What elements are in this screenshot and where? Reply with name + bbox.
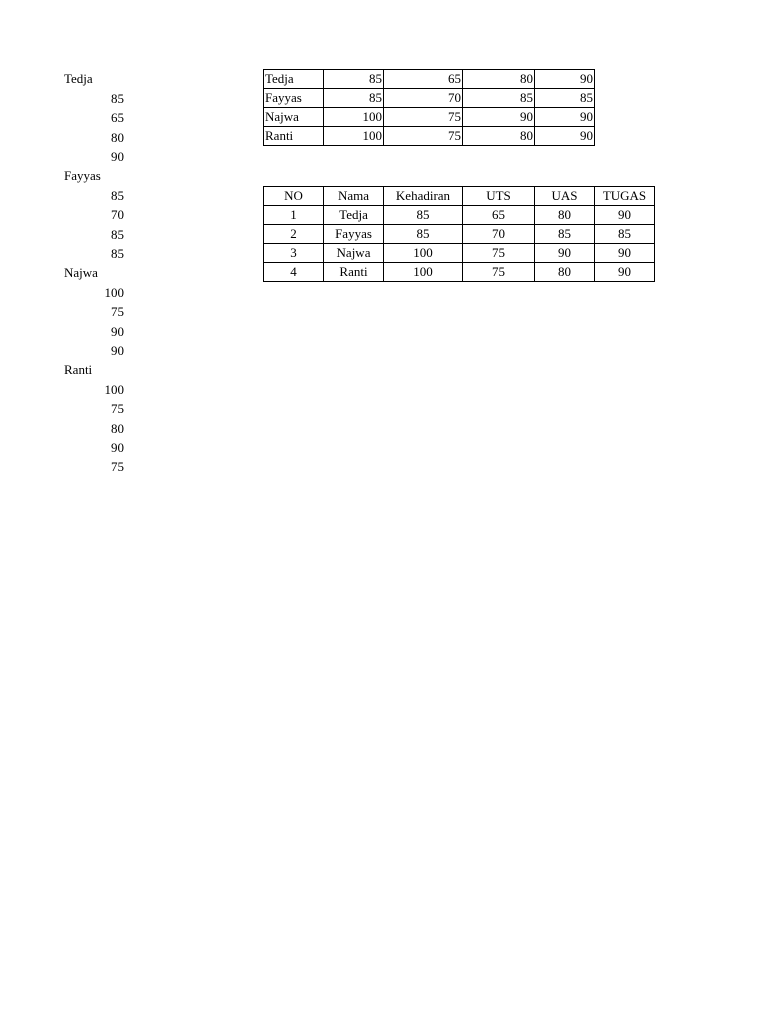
table-cell: 90	[535, 70, 595, 89]
list-value: 90	[111, 324, 124, 339]
table-cell: 65	[463, 206, 535, 225]
table-cell: 85	[463, 89, 535, 108]
column-header-uas: UAS	[535, 187, 595, 206]
table-row	[264, 108, 595, 127]
column-header-nama: Nama	[324, 187, 384, 206]
list-name-tedja: Tedja	[64, 71, 93, 86]
table-cell: 85	[535, 89, 595, 108]
table-cell: 75	[463, 263, 535, 282]
list-value: 90	[111, 440, 124, 455]
table-cell: Ranti	[324, 263, 384, 282]
table-cell: 65	[384, 70, 463, 89]
list-value: 85	[111, 91, 124, 106]
table-cell: 100	[384, 263, 463, 282]
table-cell: 90	[535, 244, 595, 263]
table-cell: 90	[535, 127, 595, 146]
list-value: 90	[111, 343, 124, 358]
list-value: 75	[111, 401, 124, 416]
table-cell: 80	[535, 206, 595, 225]
list-value: 75	[111, 304, 124, 319]
list-value: 85	[111, 246, 124, 261]
grade-table	[263, 186, 655, 282]
table-cell: Ranti	[264, 127, 324, 146]
table-cell: 85	[324, 70, 384, 89]
list-name-fayyas: Fayyas	[64, 168, 101, 183]
column-header-no: NO	[264, 187, 324, 206]
list-value: 80	[111, 130, 124, 145]
table-cell: Fayyas	[264, 89, 324, 108]
table-header-row	[264, 187, 655, 206]
table-row	[264, 225, 655, 244]
table-cell: 90	[595, 263, 655, 282]
list-value: 80	[111, 421, 124, 436]
list-value: 65	[111, 110, 124, 125]
table-row	[264, 206, 655, 225]
table-cell: 100	[324, 127, 384, 146]
column-header-tugas: TUGAS	[595, 187, 655, 206]
list-name-najwa: Najwa	[64, 265, 98, 280]
list-value: 100	[104, 382, 124, 397]
table-cell: 100	[384, 244, 463, 263]
table-row	[264, 89, 595, 108]
raw-scores-table	[263, 69, 595, 146]
table-cell: Najwa	[264, 108, 324, 127]
table-cell: 2	[264, 225, 324, 244]
column-header-uts: UTS	[463, 187, 535, 206]
list-value: 85	[111, 188, 124, 203]
table-cell: 90	[595, 206, 655, 225]
table-cell: 75	[384, 108, 463, 127]
table-cell: 85	[535, 225, 595, 244]
table-cell: 75	[384, 127, 463, 146]
table-cell: 85	[384, 206, 463, 225]
table-cell: 75	[463, 244, 535, 263]
table-cell: 1	[264, 206, 324, 225]
table-cell: 80	[535, 263, 595, 282]
table-row	[264, 70, 595, 89]
table-cell: 90	[463, 108, 535, 127]
table-row	[264, 127, 595, 146]
table-cell: 85	[384, 225, 463, 244]
list-value: 85	[111, 227, 124, 242]
list-value: 90	[111, 149, 124, 164]
list-value: 70	[111, 207, 124, 222]
table-cell: Najwa	[324, 244, 384, 263]
table-cell: 85	[595, 225, 655, 244]
table-cell: 90	[595, 244, 655, 263]
table-cell: 70	[384, 89, 463, 108]
table-cell: 80	[463, 70, 535, 89]
list-value: 100	[104, 285, 124, 300]
table-cell: Fayyas	[324, 225, 384, 244]
table-cell: 85	[324, 89, 384, 108]
table-cell: 3	[264, 244, 324, 263]
list-value: 75	[111, 459, 124, 474]
table-row	[264, 263, 655, 282]
column-header-kehadiran: Kehadiran	[384, 187, 463, 206]
table-cell: 90	[535, 108, 595, 127]
table-cell: 4	[264, 263, 324, 282]
table-cell: Tedja	[324, 206, 384, 225]
table-cell: Tedja	[264, 70, 324, 89]
list-name-ranti: Ranti	[64, 362, 93, 377]
table-row	[264, 244, 655, 263]
table-cell: 70	[463, 225, 535, 244]
table-cell: 100	[324, 108, 384, 127]
table-cell: 80	[463, 127, 535, 146]
